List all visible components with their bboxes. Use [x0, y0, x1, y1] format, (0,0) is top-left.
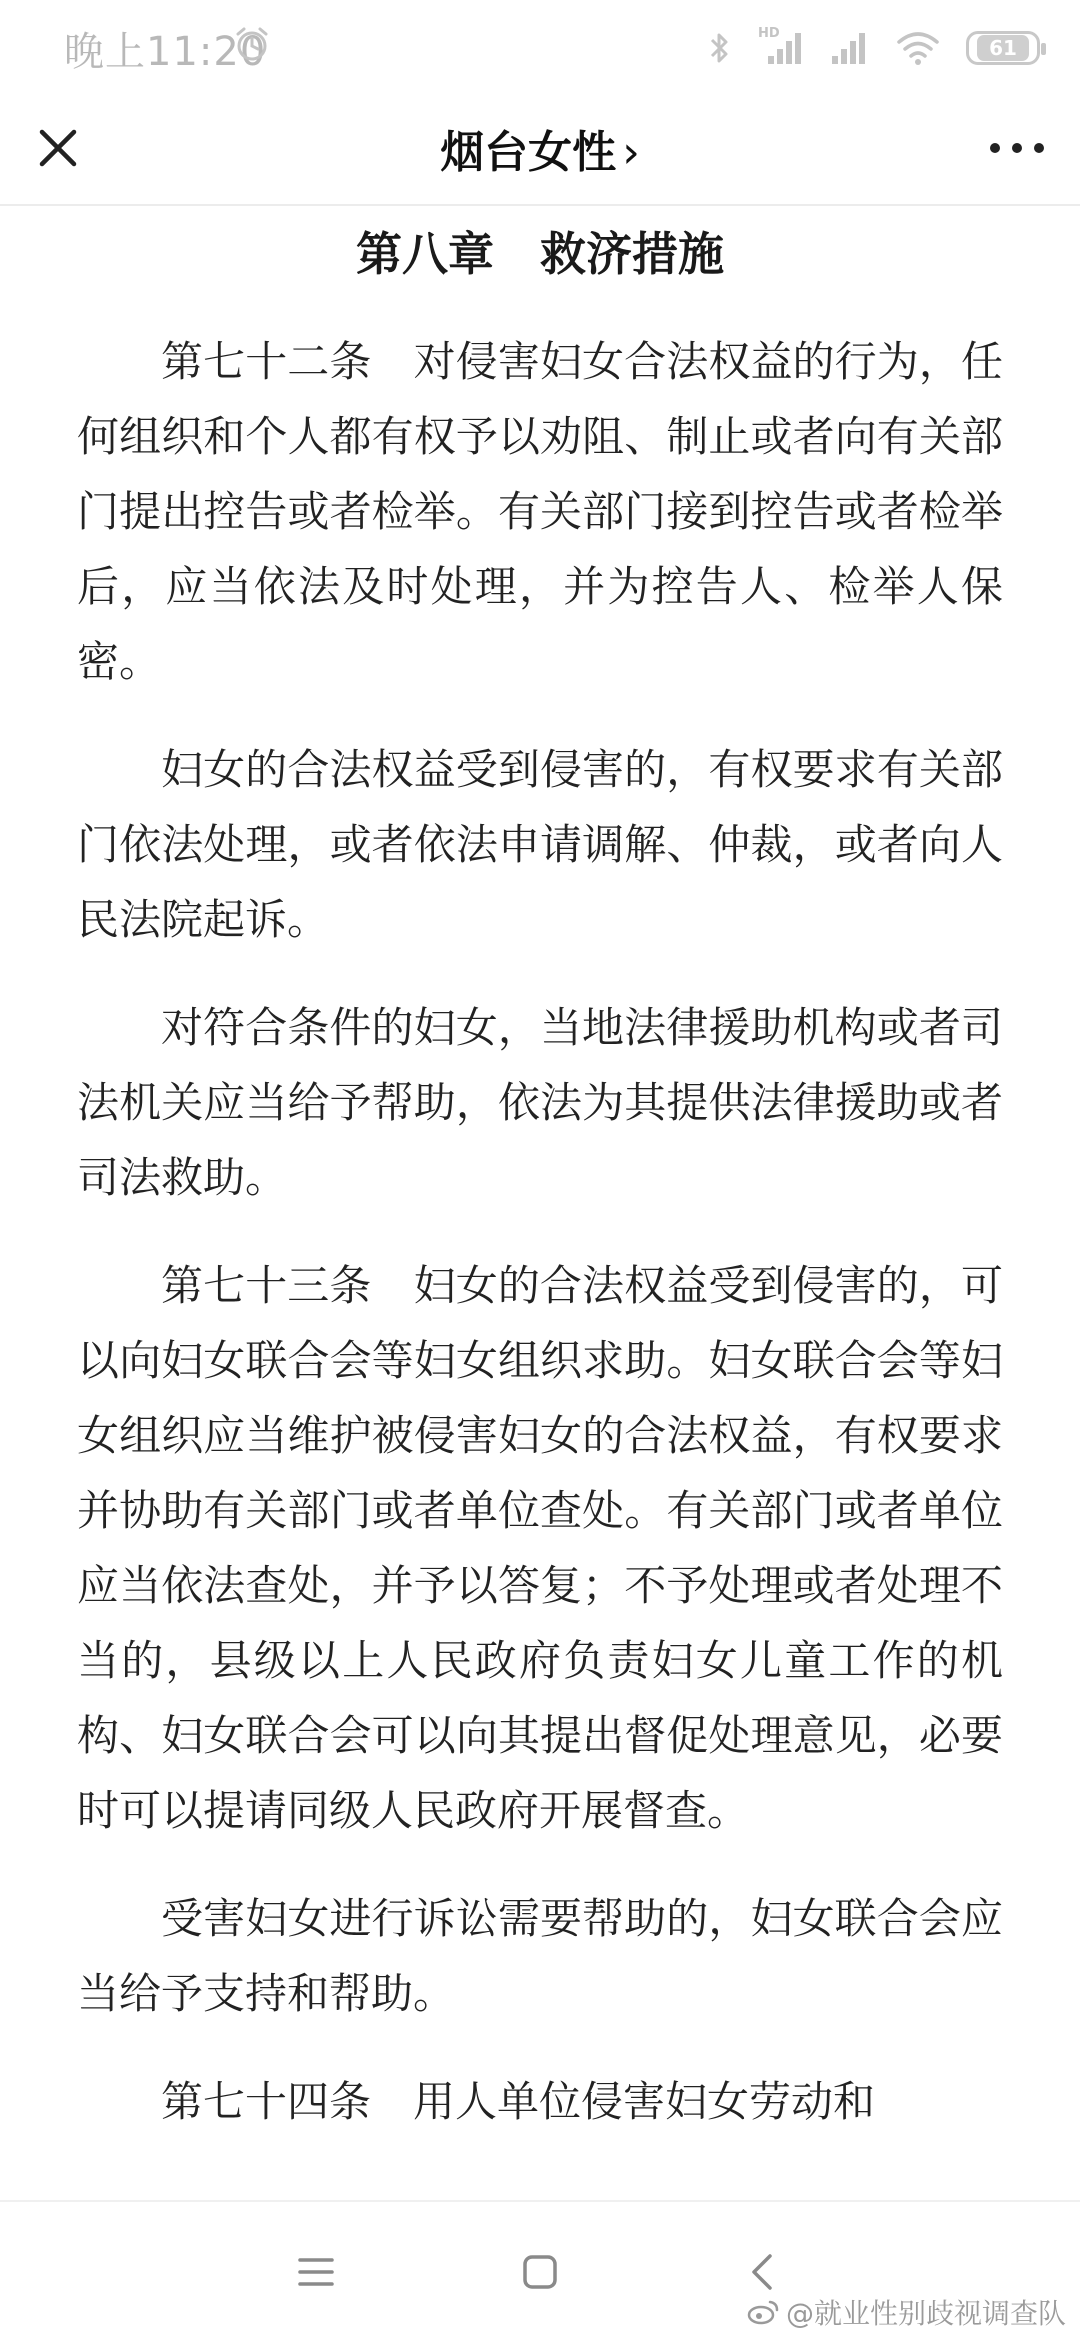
home-icon	[508, 2240, 572, 2304]
signal-hd-icon	[758, 28, 804, 68]
paragraph-text: 对符合条件的妇女，当地法律援助机构或者司法机关应当给予帮助，依法为其提供法律援助或者司法救助。	[77, 1003, 1003, 1202]
paragraph-text: 用人单位侵害妇女劳动和	[413, 2077, 876, 2126]
watermark	[746, 2292, 1066, 2332]
alarm-icon	[232, 24, 272, 64]
hd-label: HD	[758, 26, 780, 41]
account-title-link[interactable]	[0, 116, 1080, 180]
more-button[interactable]	[982, 118, 1052, 178]
article-number: 第七十三条	[161, 1261, 414, 1310]
article-content	[77, 218, 1003, 2172]
watermark-text: @就业性别歧视调查队	[785, 2297, 1066, 2330]
paragraph-text: 妇女的合法权益受到侵害的，可以向妇女联合会等妇女组织求助。妇女联合会等妇女组织应当维护被侵害妇女的合法权益，有权要求并协助有关部门或者单位查处。有关部门或者单位应当依法查处，并予以答复；不予处理或者处理不当的，县级以上人民政府负责妇女儿童工作的机构、妇女联合会可以向其提出督促处理意见，必要时可以提请同级人民政府开展督查。	[77, 1261, 1003, 1835]
chevron-right-icon: ›	[622, 127, 640, 178]
signal-icon	[830, 28, 870, 68]
article-paragraph	[77, 324, 1003, 699]
article-paragraph	[77, 732, 1003, 957]
weibo-icon	[746, 2298, 780, 2326]
menu-icon	[284, 2240, 348, 2304]
page-title: 烟台女性	[440, 127, 617, 178]
paragraph-text: 受害妇女进行诉讼需要帮助的，妇女联合会应当给予支持和帮助。	[77, 1894, 1003, 2018]
paragraph-text: 妇女的合法权益受到侵害的，有权要求有关部门依法处理，或者依法申请调解、仲裁，或者向人民法院起诉。	[77, 745, 1003, 944]
article-paragraph	[77, 2064, 1003, 2139]
status-time: 晚上11:20	[64, 29, 267, 75]
wifi-icon	[896, 28, 940, 68]
status-bar	[0, 0, 1080, 96]
top-app-bar	[0, 96, 1080, 206]
article-paragraph	[77, 1881, 1003, 2031]
battery-level: 61	[977, 35, 1029, 61]
status-icons	[708, 26, 1040, 70]
chapter-title: 第八章 救济措施	[356, 227, 724, 281]
system-nav-bar	[0, 2200, 1080, 2342]
paragraph-text: 对侵害妇女合法权益的行为，任何组织和个人都有权予以劝阻、制止或者向有关部门提出控告或者检举。有关部门接到控告或者检举后，应当依法及时处理，并为控告人、检举人保密。	[77, 337, 1003, 686]
recent-apps-button[interactable]	[284, 2240, 348, 2304]
more-icon	[982, 118, 1052, 178]
article-number: 第七十二条	[161, 337, 414, 386]
battery-icon	[966, 31, 1040, 65]
home-button[interactable]	[508, 2240, 572, 2304]
article-paragraph	[77, 1248, 1003, 1848]
article-number: 第七十四条	[161, 2077, 414, 2126]
article-paragraph	[77, 990, 1003, 1215]
bluetooth-icon	[708, 28, 732, 68]
